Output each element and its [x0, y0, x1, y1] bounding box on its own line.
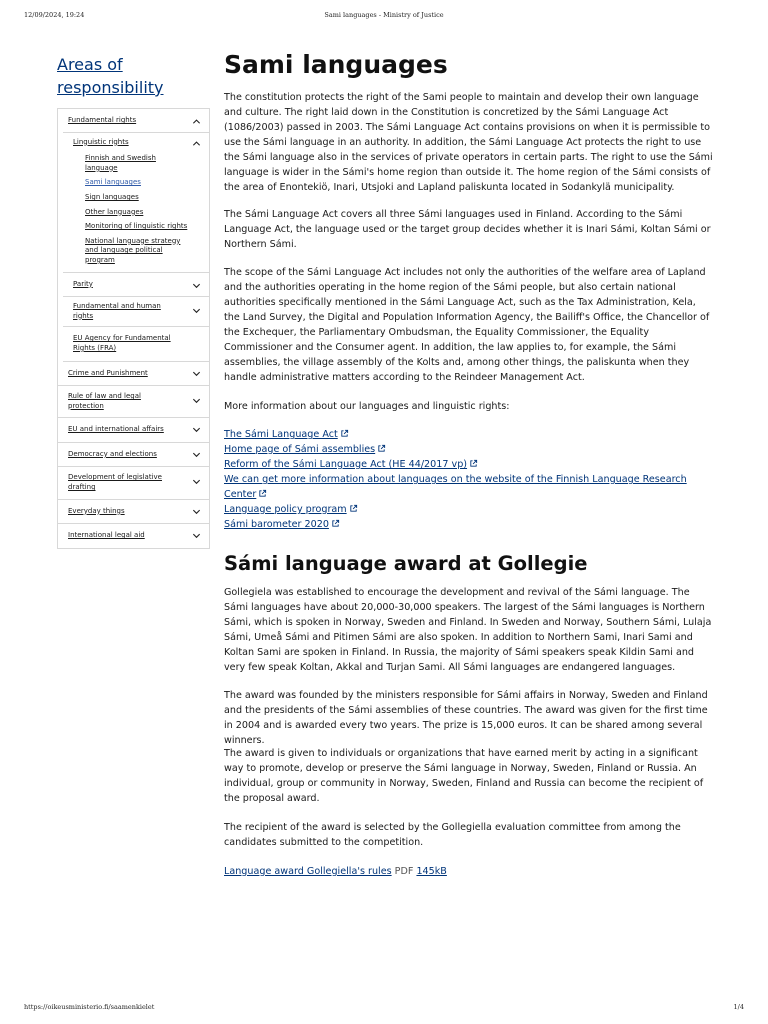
file-type-label: PDF: [394, 866, 414, 877]
print-datetime: 12/09/2024, 19:24: [24, 11, 85, 19]
nav-link-sign-languages[interactable]: Sign languages: [85, 192, 139, 201]
download-row: [224, 864, 447, 879]
nav-item-linguistic-rights[interactable]: [63, 133, 209, 153]
main-content: [224, 48, 714, 877]
page-title: Sami languages: [224, 50, 448, 79]
award-paragraph-3: The award is given to individuals or organizations that have earned merit by acting in a significant way to promote, develop or preserve the Sámi language in Norway, Sweden, Finland or Russia. An individual, group or community in Norway, Sweden, Finland and Russia can become the recipient of the proposal award.: [224, 748, 704, 804]
nav-item-democracy[interactable]: [58, 443, 209, 468]
nav-item-fundamental-human-rights[interactable]: [63, 297, 209, 327]
nav-subitem: [85, 154, 189, 173]
chevron-down-icon[interactable]: [192, 281, 201, 290]
nav-item-eu-international[interactable]: [58, 418, 209, 443]
chevron-down-icon[interactable]: [192, 306, 201, 315]
nav-link-legislative-drafting[interactable]: Development of legislative drafting: [68, 473, 162, 492]
nav-link-parity[interactable]: Parity: [73, 279, 93, 288]
nav-link-democracy[interactable]: Democracy and elections: [68, 449, 157, 458]
external-link-icon: [258, 489, 267, 498]
nav-link-crime[interactable]: Crime and Punishment: [68, 368, 148, 377]
intro-paragraph-2: The Sámi Language Act covers all three Sámi languages used in Finland. According to the Sámi Language Act, the language used or the target group decides whether it is Inari Sámi, Koltan Sámi or Northern Sámi.: [224, 209, 711, 250]
nav-link-sami-languages[interactable]: Sami languages: [85, 178, 141, 187]
nav-subitem: [85, 208, 189, 218]
chevron-up-icon[interactable]: [192, 139, 201, 148]
nav-link-rule-of-law[interactable]: Rule of law and legal protection: [68, 392, 141, 410]
chevron-down-icon[interactable]: [192, 425, 201, 434]
nav-link-other-languages[interactable]: Other languages: [85, 207, 144, 216]
file-size-link[interactable]: 145kB: [416, 866, 447, 877]
print-doc-title: Sami languages - Ministry of Justice: [324, 11, 444, 19]
nav-subitem-active: [85, 178, 189, 188]
nav-item-fundamental-rights[interactable]: [58, 109, 209, 132]
external-link-icon: [469, 459, 478, 468]
nav-link-fundamental-human-rights[interactable]: Fundamental and human rights: [73, 302, 161, 320]
external-link-icon: [340, 429, 349, 438]
nav-item-parity[interactable]: [63, 273, 209, 298]
nav-link-eu-agency[interactable]: EU Agency for Fundamental Rights (FRA): [73, 334, 171, 352]
link-language-research-center[interactable]: We can get more information about languages on the website of the Finnish Language Research Center: [224, 474, 687, 500]
link-language-policy-program[interactable]: Language policy program: [224, 504, 347, 515]
nav-subitem: [85, 193, 189, 203]
chevron-up-icon[interactable]: [192, 117, 201, 126]
nav-link-language-strategy[interactable]: National language strategy and language political program: [85, 236, 181, 264]
award-section-title: Sámi language award at Gollegie: [224, 552, 588, 575]
nav-item-eu-agency[interactable]: [63, 327, 209, 361]
award-paragraph-4: The recipient of the award is selected by the Gollegiella evaluation committee from among the candidates submitted to the competition.: [224, 822, 681, 848]
related-link-item: [224, 472, 714, 502]
sidebar-heading[interactable]: Areas of responsibility: [57, 55, 164, 97]
related-link-item: [224, 517, 714, 532]
nav-link-linguistic-rights[interactable]: Linguistic rights: [73, 137, 129, 146]
nav-item-rule-of-law[interactable]: [58, 386, 209, 418]
nav-subitem: [85, 237, 189, 266]
nav-group-fundamental-rights: [58, 109, 209, 362]
nav-item-international-legal-aid[interactable]: [58, 524, 209, 549]
chevron-down-icon[interactable]: [192, 507, 201, 516]
linguistic-rights-list: [63, 152, 209, 272]
external-link-icon: [331, 519, 340, 528]
related-link-item: [224, 442, 714, 457]
related-link-item: [224, 427, 714, 442]
chevron-down-icon[interactable]: [192, 477, 201, 486]
related-link-item: [224, 502, 714, 517]
download-rules-link[interactable]: Language award Gollegiella's rules: [224, 866, 392, 877]
nav-subitem: [85, 222, 189, 232]
award-paragraph-1: Gollegiela was established to encourage the development and revival of the Sámi language. The Sámi languages have about 20,000-30,000 speakers. The largest of the Sámi languages is Northern Sámi, which is spoken in Norway, Sweden and Finland. In Sweden and Norway, Southern Sámi, Lulaja Sámi, Umeå Sámi and Pitimen Sámi are also spoken. In addition to Northern Sami, Inari Sami and Koltan Sami are spoken in Finland. In Russia, the majority of Sámi speakers speak Kildin Sami and very few speak Koltan, Akkal and Turjan Sami. All Sámi languages are endangered languages.: [224, 587, 712, 673]
external-link-icon: [349, 504, 358, 513]
print-url: https://oikeusministerio.fi/saamenkielet: [24, 1003, 155, 1011]
intro-paragraph-4: More information about our languages and linguistic rights:: [224, 401, 510, 412]
nav-link-fundamental-rights[interactable]: Fundamental rights: [68, 116, 137, 124]
nav-link-monitoring[interactable]: Monitoring of linguistic rights: [85, 222, 188, 231]
external-link-icon: [377, 444, 386, 453]
nav-item-everyday-things[interactable]: [58, 500, 209, 525]
chevron-down-icon[interactable]: [192, 396, 201, 405]
related-links-list: [224, 427, 714, 532]
nav-link-everyday-things[interactable]: Everyday things: [68, 506, 125, 515]
link-sami-language-act[interactable]: The Sámi Language Act: [224, 429, 338, 440]
intro-paragraph-1: The constitution protects the right of the Sami people to maintain and develop their own language and culture. The right laid down in the Constitution is concretized by the Sámi Language Act (1086/2003) passed in 2003. The Sámi Language Act contains provisions on when it is permissible to use the Sámi language in an authority. In addition, the Sámi Language Act protects the right to use the Sámi language also in the services of private operators in certain parts. The right to use the Sámi language is wider in the Sámi's home region than outside it. The home region of the Sámi consists of the area of Enontekiö, Inari, Utsjoki and Lapland paliskunta located in Sodankylä municipality.: [224, 92, 713, 193]
nav-link-international-legal-aid[interactable]: International legal aid: [68, 531, 145, 540]
nav-link-finnish-swedish[interactable]: Finnish and Swedish language: [85, 154, 156, 172]
chevron-down-icon[interactable]: [192, 531, 201, 540]
nav-item-crime[interactable]: [58, 362, 209, 387]
print-page-number: 1/4: [733, 1003, 744, 1011]
nav-link-eu-international[interactable]: EU and international affairs: [68, 425, 164, 434]
sidebar: [57, 53, 210, 549]
chevron-down-icon[interactable]: [192, 369, 201, 378]
chevron-down-icon[interactable]: [192, 450, 201, 459]
link-reform-act[interactable]: Reform of the Sámi Language Act (HE 44/2017 vp): [224, 459, 468, 470]
side-navigation: [57, 108, 210, 549]
link-sami-barometer[interactable]: Sámi barometer 2020: [224, 519, 329, 530]
nav-item-legislative-drafting[interactable]: [58, 467, 209, 499]
intro-paragraph-3: The scope of the Sámi Language Act includes not only the authorities of the welfare area of Lapland and the authorities operating in the home region of the Sámi people, but also certain national authorities specifically mentioned in the Sámi Language Act, such as the Tax Administration, Kela, the Land Survey, the Digital and Population Information Agency, the Bailiff's Office, the Chancellor of the Exchequer, the Parliamentary Ombudsman, the Equality Commissioner, the Equality Commissioner and the Consumer agent. In addition, the law applies to, for example, the Sámi assemblies, the village assembly of the Kolts and, among other things, the paliskunta when they handle administrative matters according to the Reindeer Management Act.: [224, 267, 710, 383]
link-sami-assemblies[interactable]: Home page of Sámi assemblies: [224, 444, 376, 455]
nav-subgroup: [63, 132, 209, 362]
award-paragraph-2: The award was founded by the ministers responsible for Sámi affairs in Norway, Sweden and Finland and the presidents of the Sámi assemblies of these countries. The award was given for the first time in 2004 and is awarded every two years. The prize is 15,000 euros. It can be shared among several winners.: [224, 690, 708, 746]
related-link-item: [224, 457, 714, 472]
